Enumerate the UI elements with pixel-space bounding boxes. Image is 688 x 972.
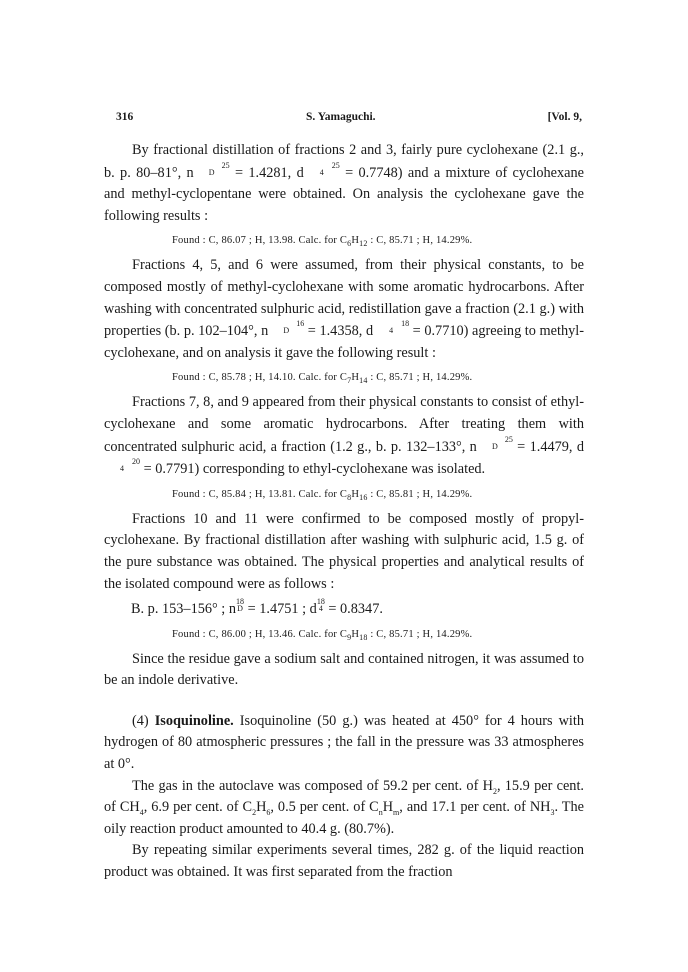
volume-label: [Vol. 9, (547, 111, 582, 123)
body-text (104, 140, 584, 884)
paragraph-residue: Since the residue gave a sodium salt and contained nitrogen, it was assumed to be an indole derivative. (104, 650, 584, 689)
section-heading: Isoquinoline. (154, 712, 234, 729)
analysis-line: Found : C, 85.84 ; H, 13.81. Calc. for $C_8H_{16}$ : C, 85.81 ; H, 14.29%. (172, 488, 473, 502)
paragraph-repeating-experiments: By repeating similar experiments several times, 282 g. of the liquid reaction product was obtained. It was first separated from the fraction (104, 842, 584, 881)
analysis-line: Found : C, 85.78 ; H, 14.10. Calc. for $C_7H_{14}$ : C, 85.71 ; H, 14.29%. (172, 372, 473, 386)
paragraph-ethyl-cyclohexane: Fractions 7, 8, and 9 appeared from their physical constants to consist of ethyl-cyclohexane and some aromatic hydrocarbons. After treating them with concentrated sulphuric acid, a fraction (1.2 g., b. p. 132–133°, n 25 D = 1.4479, d20 4 = 0.7791) corresponding to ethyl-cyclohexane was isolated. (104, 394, 584, 478)
running-author: S. Yamaguchi. (306, 111, 376, 123)
page-number: 316 (116, 111, 134, 123)
running-header (116, 111, 582, 125)
paragraph-propyl-cyclohexane: Fractions 10 and 11 were confirmed to be composed mostly of propyl-cyclohexane. By fractional distillation after washing with sulphuric acid, 1.5 g. of the pure substance was obtained. The physical properties and analytical results of the isolated compound were as follows : (104, 510, 584, 592)
analysis-line: Found : C, 86.07 ; H, 13.98. Calc. for $C_6H_{12}$ : C, 85.71 ; H, 14.29%. (172, 235, 473, 249)
physical-properties-line: B. p. 153–156° ; n18 D = 1.4751 ; d18 4 = 0.8347. (131, 597, 383, 618)
section-gap (104, 692, 584, 711)
paragraph-isoquinoline: (4) Isoquinoline. Isoquinoline (50 g.) was heated at 450° for 4 hours with hydrogen of 80 atmospheric pressures ; the fall in the pressure was 33 atmospheres at 0°. (104, 712, 584, 773)
paragraph-gas-composition: The gas in the autoclave was composed of 59.2 per cent. of $H_2$, 15.9 per cent. of $CH_4$, 6.9 per cent. of $C_2H_6$, 0.5 per cent. of $C_nH_m$, and 17.1 per cent. of $NH_3$. The oily reaction product amounted to 40.4 g. (80.7%). (104, 777, 584, 837)
analysis-line: Found : C, 86.00 ; H, 13.46. Calc. for $C_9H_{18}$ : C, 85.71 ; H, 14.29%. (172, 628, 473, 642)
paragraph-cyclohexane: By fractional distillation of fractions 2 and 3, fairly pure cyclohexane (2.1 g., b. p. 80–81°, n 25 D = 1.4281, d 25 4 = 0.7748) and a mixture of cyclohexane and methyl-cyclopentane were obtained. On analysis the cyclohexane gave the following results : (104, 142, 585, 224)
paragraph-methyl-cyclohexane: Fractions 4, 5, and 6 were assumed, from their physical constants, to be composed mostly of methyl-cyclohexane with some aromatic hydrocarbons. After washing with concentrated sulphuric acid, redistillation gave a fraction (2.1 g.) with properties (b. p. 102–104°, n 16 D = 1.4358, d 18 4 = 0.7710) agreeing to methyl-cyclohexane, and on analysis it gave the following result : (104, 257, 584, 361)
